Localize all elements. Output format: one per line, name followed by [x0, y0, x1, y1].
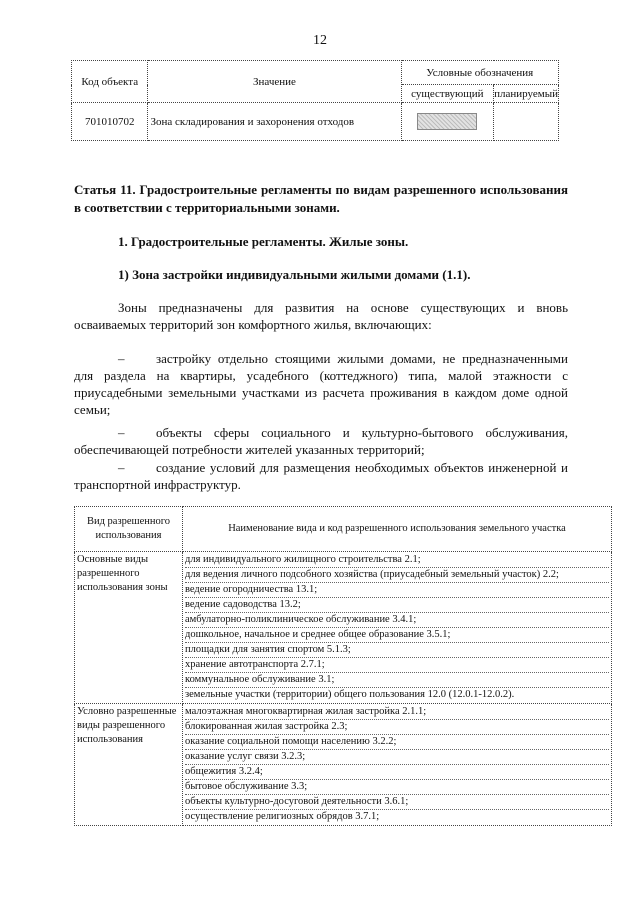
list-item: для индивидуального жилищного строительства 2.1;: [185, 553, 609, 568]
page-number: 12: [313, 33, 327, 48]
list-item: для ведения личного подсобного хозяйства (приусадебный земельный участок) 2.2;: [185, 568, 609, 583]
header-use-type: Вид разрешенного использования: [75, 507, 183, 552]
zone-symbol-swatch: [417, 113, 477, 130]
list-item: бытовое обслуживание 3.3;: [185, 780, 609, 795]
article-heading: Статья 11. Градостроительные регламенты по видам разрешенного использования в соответствии с территориальными зонами.: [74, 182, 568, 215]
zone-heading: 1) Зона застройки индивидуальными жилыми домами (1.1).: [118, 267, 471, 282]
bullet-text: застройку отдельно стоящими жилыми домами, не предназначенными для раздела на квартиры, усадебного (коттеджного) типа, малой этажности с приусадебными земельными участками из расчета проживания в каждом доме одной семьи;: [74, 351, 568, 417]
bullet-text: создание условий для размещения необходимых объектов инженерной и транспортной инфраструктур.: [74, 460, 568, 492]
legend-table: [71, 60, 559, 141]
list-item: дошкольное, начальное и среднее общее образование 3.5.1;: [185, 628, 609, 643]
list-item: ведение садоводства 13.2;: [185, 598, 609, 613]
list-item: осуществление религиозных обрядов 3.7.1;: [185, 811, 380, 822]
bullet-dash: –: [118, 351, 125, 366]
bullet-item: [74, 424, 568, 458]
section-heading: 1. Градостроительные регламенты. Жилые зоны.: [118, 234, 409, 249]
bullet-dash: –: [118, 425, 125, 440]
list-item: земельные участки (территории) общего пользования 12.0 (12.0.1-12.0.2).: [185, 689, 515, 700]
bullet-text: объекты сферы социального и культурно-бытового обслуживания, обеспечивающей потребности жителей указанных территорий;: [74, 425, 568, 457]
row-items-main: [183, 552, 612, 704]
list-item: общежития 3.2.4;: [185, 765, 609, 780]
bullet-item: [74, 459, 568, 493]
existing-symbol-cell: [401, 103, 494, 141]
list-item: ведение огородничества 13.1;: [185, 583, 609, 598]
bullet-item: [74, 350, 568, 418]
header-code: Код объекта: [72, 61, 148, 103]
row-label-conditional: Условно разрешенные виды разрешенного использования: [75, 704, 183, 826]
list-item: амбулаторно-поликлиническое обслуживание 3.4.1;: [185, 613, 609, 628]
list-item: оказание социальной помощи населению 3.2.2;: [185, 735, 609, 750]
list-item: объекты культурно-досуговой деятельности 3.6.1;: [185, 795, 609, 810]
planned-symbol-cell: [494, 103, 559, 141]
list-item: блокированная жилая застройка 2.3;: [185, 720, 609, 735]
row-label-main: Основные виды разрешенного использования зоны: [75, 552, 183, 704]
header-value: Значение: [148, 61, 401, 103]
list-item: хранение автотранспорта 2.7.1;: [185, 658, 609, 673]
list-item: коммунальное обслуживание 3.1;: [185, 673, 609, 688]
row-value: Зона складирования и захоронения отходов: [148, 103, 401, 141]
row-items-conditional: [183, 704, 612, 826]
intro-paragraph: Зоны предназначены для развития на основе существующих и вновь осваиваемых территорий зон комфортного жилья, включающих:: [74, 300, 568, 332]
row-code: 701010702: [72, 103, 148, 141]
list-item: площадки для занятия спортом 5.1.3;: [185, 643, 609, 658]
header-legend: Условные обозначения: [401, 61, 558, 85]
header-planned: планируемый: [494, 85, 559, 103]
header-existing: существующий: [401, 85, 494, 103]
list-item: малоэтажная многоквартирная жилая застройка 2.1.1;: [185, 705, 609, 720]
header-use-name: Наименование вида и код разрешенного использования земельного участка: [183, 507, 612, 552]
list-item: оказание услуг связи 3.2.3;: [185, 750, 609, 765]
bullet-dash: –: [118, 460, 125, 475]
permitted-use-table: [74, 506, 612, 826]
